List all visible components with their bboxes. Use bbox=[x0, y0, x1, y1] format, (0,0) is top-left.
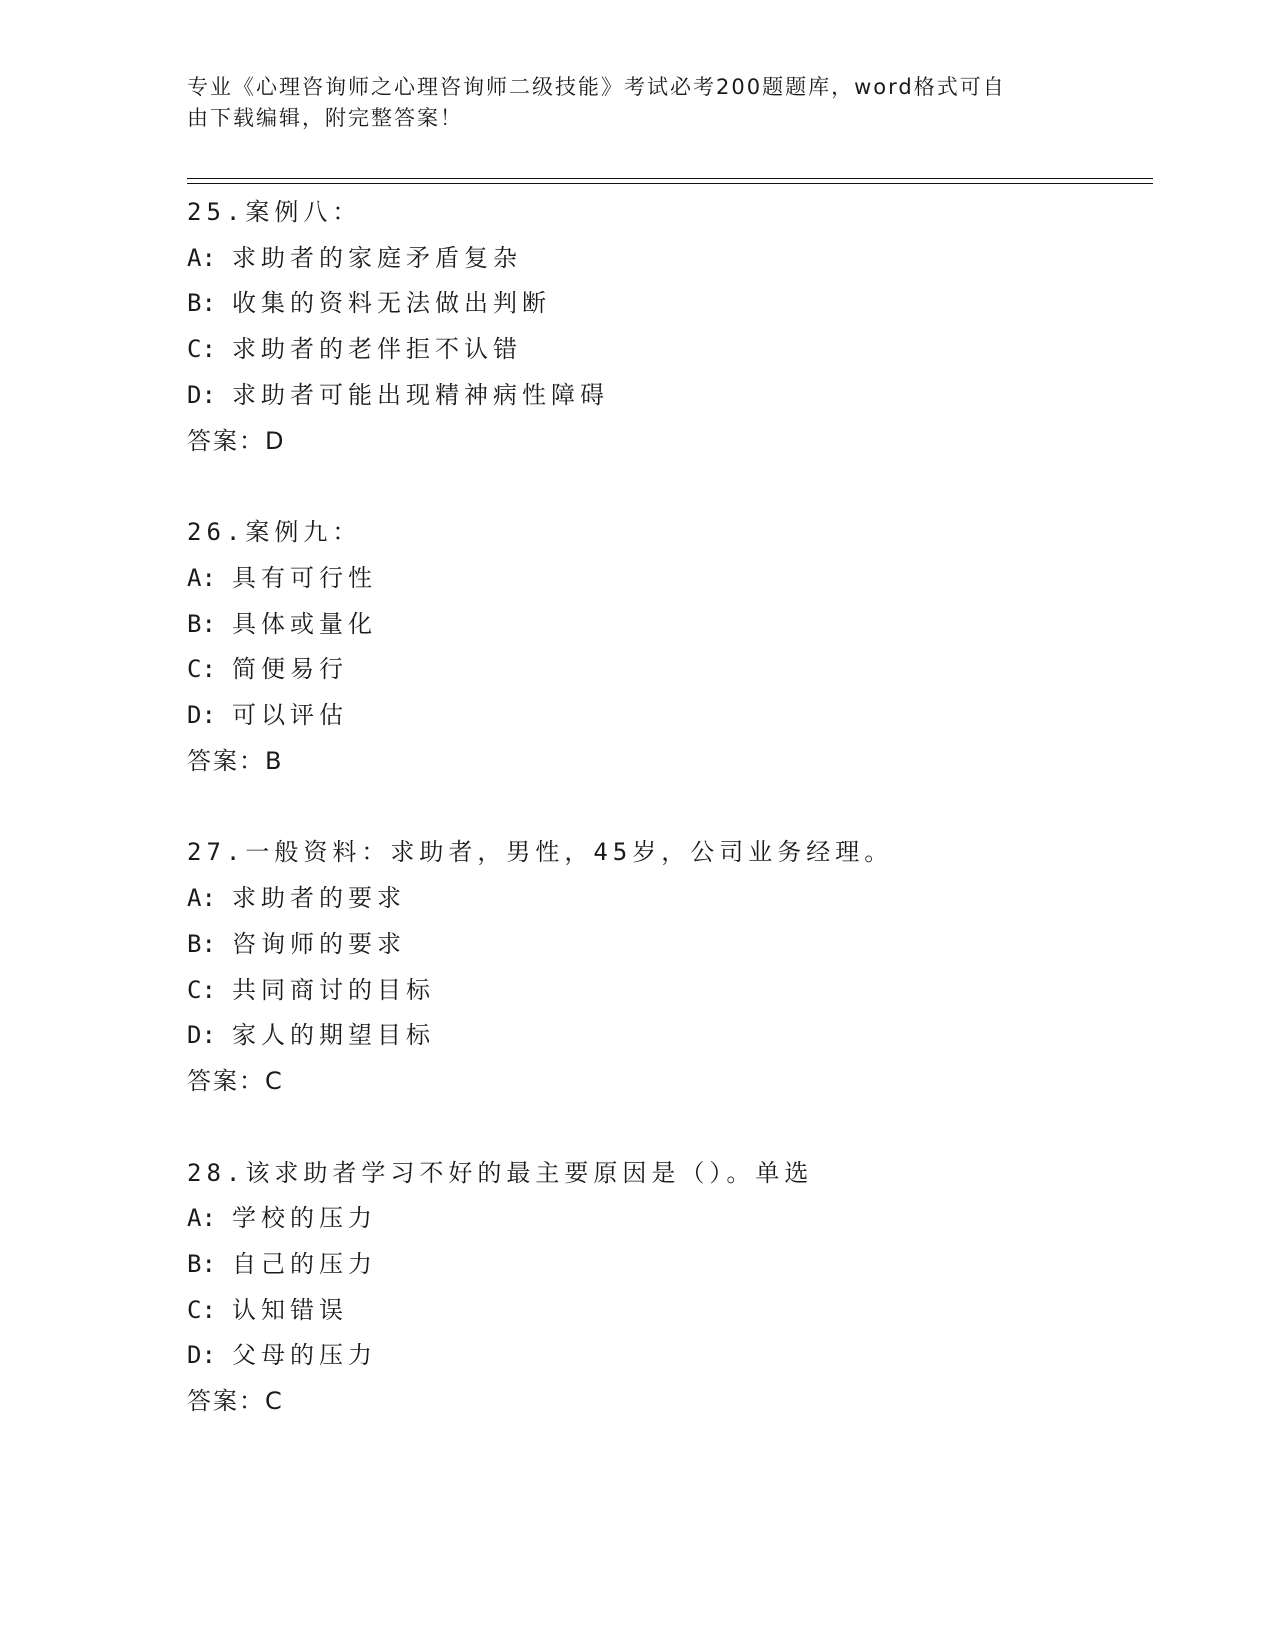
option-letter: D: bbox=[187, 701, 216, 730]
option-text: 咨询师的要求 bbox=[232, 929, 406, 958]
question-25 bbox=[187, 190, 1153, 464]
option-letter: A: bbox=[187, 243, 216, 272]
option-letter: B: bbox=[187, 609, 216, 638]
option-d bbox=[187, 693, 1153, 739]
option-text: 求助者的家庭矛盾复杂 bbox=[232, 243, 522, 272]
header-divider-bottom bbox=[187, 183, 1153, 184]
option-text: 简便易行 bbox=[232, 655, 348, 684]
option-d bbox=[187, 1013, 1153, 1059]
option-text: 父母的压力 bbox=[232, 1341, 377, 1370]
option-letter: A: bbox=[187, 884, 216, 913]
option-text: 求助者的老伴拒不认错 bbox=[232, 335, 522, 364]
document-header bbox=[187, 72, 1067, 134]
answer-line: 答案：B bbox=[187, 746, 284, 775]
option-letter: C: bbox=[187, 335, 216, 364]
question-28 bbox=[187, 1151, 1153, 1425]
option-letter: C: bbox=[187, 975, 216, 1004]
option-b bbox=[187, 602, 1153, 648]
question-27 bbox=[187, 830, 1153, 1104]
option-text: 收集的资料无法做出判断 bbox=[232, 289, 551, 318]
option-letter: A: bbox=[187, 1204, 216, 1233]
option-a bbox=[187, 556, 1153, 602]
question-list bbox=[187, 190, 1153, 1471]
option-a bbox=[187, 236, 1153, 282]
question-stem: 25.案例八： bbox=[187, 198, 362, 226]
option-text: 求助者的要求 bbox=[232, 884, 406, 913]
option-b bbox=[187, 922, 1153, 968]
option-c bbox=[187, 647, 1153, 693]
option-d bbox=[187, 373, 1153, 419]
question-stem: 28.该求助者学习不好的最主要原因是（）。单选 bbox=[187, 1158, 814, 1187]
option-d bbox=[187, 1333, 1153, 1379]
option-text: 共同商讨的目标 bbox=[232, 975, 435, 1004]
option-c bbox=[187, 968, 1153, 1014]
option-text: 家人的期望目标 bbox=[232, 1021, 435, 1050]
option-a bbox=[187, 1196, 1153, 1242]
option-c bbox=[187, 327, 1153, 373]
option-c bbox=[187, 1288, 1153, 1334]
option-text: 求助者可能出现精神病性障碍 bbox=[232, 380, 609, 409]
option-text: 学校的压力 bbox=[232, 1204, 377, 1233]
option-letter: B: bbox=[187, 929, 216, 958]
option-text: 可以评估 bbox=[232, 701, 348, 730]
answer-line: 答案：D bbox=[187, 426, 286, 455]
option-text: 自己的压力 bbox=[232, 1250, 377, 1279]
option-b bbox=[187, 281, 1153, 327]
option-a bbox=[187, 876, 1153, 922]
option-letter: D: bbox=[187, 1341, 216, 1370]
option-letter: C: bbox=[187, 1295, 216, 1324]
option-letter: D: bbox=[187, 380, 216, 409]
answer-line: 答案：C bbox=[187, 1387, 284, 1416]
question-stem: 27.一般资料：求助者，男性，45岁，公司业务经理。 bbox=[187, 838, 894, 867]
answer-line: 答案：C bbox=[187, 1066, 284, 1095]
question-26 bbox=[187, 510, 1153, 784]
option-b bbox=[187, 1242, 1153, 1288]
option-letter: B: bbox=[187, 289, 216, 318]
option-text: 具有可行性 bbox=[232, 563, 377, 592]
option-text: 认知错误 bbox=[232, 1295, 348, 1324]
option-letter: A: bbox=[187, 563, 216, 592]
header-line-1: 专业《心理咨询师之心理咨询师二级技能》考试必考200题题库，word格式可自 bbox=[187, 75, 1006, 99]
option-letter: D: bbox=[187, 1021, 216, 1050]
option-letter: B: bbox=[187, 1250, 216, 1279]
option-text: 具体或量化 bbox=[232, 609, 377, 638]
header-line-2: 由下载编辑，附完整答案！ bbox=[187, 106, 463, 130]
option-letter: C: bbox=[187, 655, 216, 684]
header-divider-top bbox=[187, 178, 1153, 179]
question-stem: 26.案例九： bbox=[187, 518, 362, 547]
